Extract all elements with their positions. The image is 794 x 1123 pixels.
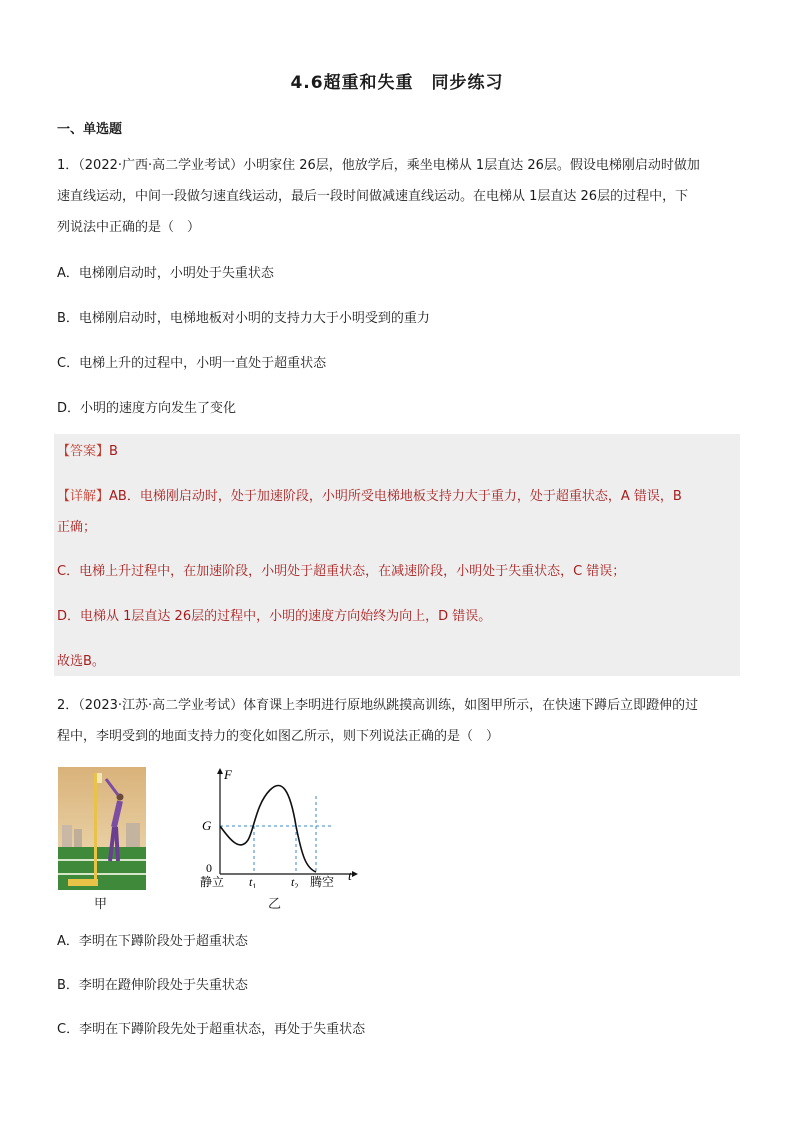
- detail-line-1: [57, 481, 739, 512]
- detail-block: [57, 481, 739, 543]
- start-label: 静立: [200, 875, 225, 888]
- question-1-stem-line: 列说法中正确的是（ ）: [57, 220, 201, 235]
- question-2-stem-line: 程中，李明受到的地面支持力的变化如图乙所示，则下列说法正确的是（ ）: [57, 729, 500, 744]
- question-1-stem: [57, 150, 739, 243]
- detail-tag: 【详解】: [57, 489, 110, 504]
- question-2-option-a: A．李明在下蹲阶段处于超重状态: [57, 934, 248, 949]
- origin-label: 0: [206, 861, 212, 875]
- answer-tag: 【答案】: [57, 444, 110, 459]
- question-1-option-b: B．电梯刚启动时，电梯地板对小明的支持力大于小明受到的重力: [57, 311, 430, 326]
- detail-option-d: D．电梯从 1层直达 26层的过程中，小明的速度方向始终为向上，D 错误。: [57, 609, 492, 624]
- question-1-option-a: A．电梯刚启动时，小明处于失重状态: [57, 266, 274, 281]
- g-label: G: [202, 818, 212, 833]
- question-2-option-b: B．李明在蹬伸阶段处于失重状态: [57, 978, 248, 993]
- t2-label: $t_2$: [291, 875, 299, 888]
- detail-line-2: 正确；: [57, 520, 97, 535]
- y-axis-label: F: [224, 767, 232, 782]
- detail-text: AB．电梯刚启动时，处于加速阶段，小明所受电梯地板支持力大于重力，处于超重状态，A 错误，B: [109, 489, 682, 504]
- document-title: 4.6超重和失重 同步练习: [290, 73, 504, 93]
- section-heading: 一、单选题: [57, 122, 123, 137]
- figure-b-caption: 乙: [268, 897, 282, 912]
- detail-option-c: C．电梯上升过程中，在加速阶段，小明处于超重状态，在减速阶段，小明处于失重状态，C 错误；: [57, 564, 626, 579]
- x-axis-arrow: [352, 871, 358, 877]
- question-2-stem: [57, 690, 739, 752]
- force-time-graph: [190, 764, 370, 888]
- x-axis-label: t: [348, 868, 352, 883]
- answer-explanation-box: [54, 434, 740, 676]
- question-2-stem-line: 2．（2023·江苏·高二学业考试）体育课上李明进行原地纵跳摸高训练，如图甲所示，在快速下蹲后立即蹬伸的过: [57, 698, 699, 713]
- y-axis-arrow: [217, 768, 223, 774]
- answer-value: B: [109, 444, 118, 459]
- question-1-stem-line: 速直线运动，中间一段做匀速直线运动，最后一段时间做减速直线运动。在电梯从 1层直达 26层的过程中，下: [57, 189, 689, 204]
- question-1-option-d: D．小明的速度方向发生了变化: [57, 401, 237, 416]
- conclusion: 故选B。: [57, 654, 105, 669]
- end-label: 腾空: [310, 875, 335, 888]
- figure-a-caption: 甲: [94, 897, 108, 912]
- t1-label: $t_1$: [249, 875, 257, 888]
- force-curve: [220, 786, 316, 873]
- athlete-photo: [58, 767, 146, 890]
- question-1-stem-line: 1．（2022·广西·高二学业考试）小明家住 26层，他放学后，乘坐电梯从 1层直达 26层。假设电梯刚启动时做加: [57, 158, 700, 173]
- answer-line: [57, 436, 739, 467]
- question-1-option-c: C．电梯上升的过程中，小明一直处于超重状态: [57, 356, 327, 371]
- question-2-option-c: C．李明在下蹲阶段先处于超重状态，再处于失重状态: [57, 1022, 366, 1037]
